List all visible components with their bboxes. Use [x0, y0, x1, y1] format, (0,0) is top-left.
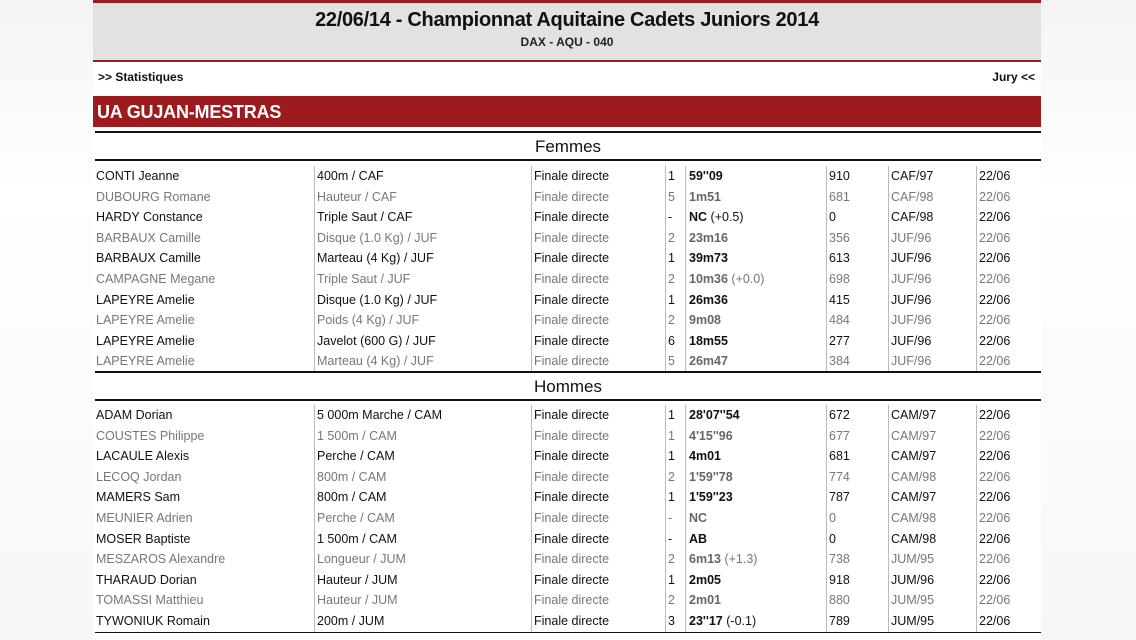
jury-link[interactable]: Jury <<	[992, 70, 1035, 84]
rank-value: 2	[665, 269, 675, 290]
date-value: 22/06	[976, 228, 1010, 249]
wind-value: (+1.3)	[724, 552, 758, 567]
performance-value	[685, 508, 707, 529]
points-value: 789	[826, 611, 850, 632]
category-value: JUF/96	[888, 248, 931, 269]
category-value: CAM/98	[888, 467, 936, 488]
rank-value: 2	[665, 228, 675, 249]
performance-mark: 4'15''96	[689, 428, 733, 443]
category-value: JUM/95	[888, 590, 934, 611]
date-value: 22/06	[976, 269, 1010, 290]
points-value: 484	[826, 310, 850, 331]
date-value: 22/06	[976, 426, 1010, 447]
points-value: 356	[826, 228, 850, 249]
athlete-name: TOMASSI Matthieu	[96, 593, 204, 608]
round-name: Finale directe	[531, 570, 609, 591]
performance-value	[685, 187, 721, 208]
round-name: Finale directe	[531, 467, 609, 488]
category-value: JUF/96	[888, 269, 931, 290]
table-row[interactable]	[93, 590, 1041, 611]
performance-mark: 59''09	[689, 169, 723, 183]
performance-mark: 23m16	[689, 230, 728, 245]
date-value: 22/06	[976, 487, 1010, 508]
performance-mark: 1m51	[689, 189, 721, 204]
athlete-name: LAPEYRE Amelie	[96, 292, 195, 307]
performance-value	[685, 405, 740, 426]
table-row[interactable]	[93, 446, 1041, 467]
date-value: 22/06	[976, 331, 1010, 352]
event-name: Marteau (4 Kg) / JUF	[314, 248, 434, 269]
event-name: 800m / CAM	[314, 487, 386, 508]
date-value: 22/06	[976, 508, 1010, 529]
points-value: 384	[826, 351, 850, 372]
date-value: 22/06	[976, 166, 1010, 187]
athlete-name: LECOQ Jordan	[96, 469, 182, 484]
event-name: Triple Saut / JUF	[314, 269, 410, 290]
points-value: 681	[826, 187, 850, 208]
rank-value: 1	[665, 405, 675, 426]
performance-mark: 9m08	[689, 313, 721, 328]
performance-value	[685, 310, 721, 331]
performance-value	[685, 611, 756, 632]
date-value: 22/06	[976, 248, 1010, 269]
table-row[interactable]	[93, 549, 1041, 570]
performance-value	[685, 269, 764, 290]
rank-value: 3	[665, 611, 675, 632]
performance-value	[685, 290, 728, 311]
round-name: Finale directe	[531, 446, 609, 467]
table-row[interactable]	[93, 351, 1041, 372]
rank-value: 1	[665, 248, 675, 269]
points-value: 0	[826, 508, 836, 529]
category-value: JUF/96	[888, 228, 931, 249]
table-row[interactable]	[93, 290, 1041, 311]
athlete-name: LACAULE Alexis	[96, 449, 190, 464]
round-name: Finale directe	[531, 228, 609, 249]
round-name: Finale directe	[531, 207, 609, 228]
round-name: Finale directe	[531, 590, 609, 611]
date-value: 22/06	[976, 207, 1010, 228]
category-value: CAM/97	[888, 426, 936, 447]
round-name: Finale directe	[531, 426, 609, 447]
statistiques-link[interactable]: >> Statistiques	[98, 70, 184, 84]
wind-value: (+0.5)	[710, 210, 744, 225]
table-row[interactable]	[93, 187, 1041, 208]
performance-value	[685, 529, 707, 550]
athlete-name: LAPEYRE Amelie	[96, 333, 195, 348]
performance-value	[685, 331, 728, 352]
category-value: CAM/98	[888, 508, 936, 529]
rank-value: 2	[665, 467, 675, 488]
round-name: Finale directe	[531, 611, 609, 632]
section-title-femmes: Femmes	[95, 131, 1041, 161]
performance-mark: 2m05	[689, 572, 721, 587]
athlete-name: MOSER Baptiste	[96, 531, 191, 546]
rank-value: -	[665, 508, 672, 529]
rank-value: 1	[665, 290, 675, 311]
points-value: 613	[826, 248, 850, 269]
performance-mark: 6m13	[689, 552, 721, 567]
round-name: Finale directe	[531, 405, 609, 426]
table-row[interactable]	[93, 228, 1041, 249]
event-name: Marteau (4 Kg) / JUF	[314, 351, 434, 372]
table-row[interactable]	[93, 487, 1041, 508]
date-value: 22/06	[976, 570, 1010, 591]
category-value: JUM/96	[888, 570, 934, 591]
table-row[interactable]	[93, 426, 1041, 447]
performance-value	[685, 487, 733, 508]
performance-value	[685, 207, 744, 228]
date-value: 22/06	[976, 467, 1010, 488]
points-value: 277	[826, 331, 850, 352]
performance-value	[685, 467, 733, 488]
round-name: Finale directe	[531, 331, 609, 352]
event-name: Perche / CAM	[314, 446, 395, 467]
athlete-name: MEUNIER Adrien	[96, 510, 193, 525]
round-name: Finale directe	[531, 549, 609, 570]
event-name: Perche / CAM	[314, 508, 395, 529]
athlete-name: MESZAROS Alexandre	[96, 552, 226, 567]
round-name: Finale directe	[531, 269, 609, 290]
category-value: JUM/95	[888, 611, 934, 632]
page-title: 22/06/14 - Championnat Aquitaine Cadets Juniors 2014	[315, 9, 819, 31]
rank-value: 2	[665, 549, 675, 570]
event-name: 1 500m / CAM	[314, 529, 397, 550]
table-row[interactable]	[93, 248, 1041, 269]
performance-mark: 26m47	[689, 354, 728, 369]
date-value: 22/06	[976, 351, 1010, 372]
athlete-name: THARAUD Dorian	[96, 572, 197, 587]
round-name: Finale directe	[531, 508, 609, 529]
athlete-name: ADAM Dorian	[96, 408, 173, 422]
rank-value: 1	[665, 487, 675, 508]
event-name: Hauteur / JUM	[314, 590, 398, 611]
event-name: 400m / CAF	[314, 166, 384, 187]
category-value: JUF/96	[888, 290, 931, 311]
performance-mark: 18m55	[689, 333, 728, 348]
page-header	[93, 0, 1041, 60]
section-title-hommes: Hommes	[95, 371, 1041, 401]
category-value: JUF/96	[888, 351, 931, 372]
date-value: 22/06	[976, 187, 1010, 208]
bottom-divider	[95, 632, 1041, 633]
event-name: Poids (4 Kg) / JUF	[314, 310, 419, 331]
athlete-name: CONTI Jeanne	[96, 169, 180, 183]
rank-value: -	[665, 207, 672, 228]
performance-value	[685, 446, 721, 467]
category-value: CAF/97	[888, 166, 933, 187]
event-name: 800m / CAM	[314, 467, 386, 488]
category-value: CAM/97	[888, 405, 936, 426]
points-value: 0	[826, 207, 836, 228]
performance-value	[685, 549, 757, 570]
round-name: Finale directe	[531, 290, 609, 311]
rank-value: 6	[665, 331, 675, 352]
results-list-hommes	[93, 405, 1041, 632]
table-row[interactable]	[93, 269, 1041, 290]
round-name: Finale directe	[531, 529, 609, 550]
athlete-name: BARBAUX Camille	[96, 230, 201, 245]
date-value: 22/06	[976, 405, 1010, 426]
table-row[interactable]	[93, 166, 1041, 187]
points-value: 0	[826, 529, 836, 550]
table-row[interactable]	[93, 405, 1041, 426]
table-row[interactable]	[93, 310, 1041, 331]
performance-mark: 1'59''23	[689, 490, 733, 505]
athlete-name: BARBAUX Camille	[96, 251, 201, 266]
event-name: 5 000m Marche / CAM	[314, 405, 442, 426]
rank-value: 5	[665, 187, 675, 208]
points-value: 738	[826, 549, 850, 570]
athlete-name: TYWONIUK Romain	[96, 613, 210, 628]
event-name: Triple Saut / CAF	[314, 207, 412, 228]
category-value: CAM/97	[888, 487, 936, 508]
rank-value: 1	[665, 446, 675, 467]
event-name: 1 500m / CAM	[314, 426, 397, 447]
results-page	[93, 0, 1041, 640]
performance-mark: 23''17	[689, 613, 723, 628]
performance-mark: 1'59''78	[689, 469, 733, 484]
performance-mark: 26m36	[689, 292, 728, 307]
points-value: 918	[826, 570, 850, 591]
rank-value: -	[665, 529, 672, 550]
results-list-femmes	[93, 166, 1041, 372]
page-subtitle: DAX - AQU - 040	[520, 35, 614, 49]
event-name: 200m / JUM	[314, 611, 384, 632]
date-value: 22/06	[976, 310, 1010, 331]
round-name: Finale directe	[531, 351, 609, 372]
performance-mark: 2m01	[689, 593, 721, 608]
rank-value: 5	[665, 351, 675, 372]
performance-mark: NC	[689, 210, 708, 225]
rank-value: 1	[665, 426, 675, 447]
category-value: CAM/97	[888, 446, 936, 467]
table-row[interactable]	[93, 508, 1041, 529]
athlete-name: HARDY Constance	[96, 210, 203, 225]
round-name: Finale directe	[531, 187, 609, 208]
points-value: 787	[826, 487, 850, 508]
rank-value: 1	[665, 166, 675, 187]
date-value: 22/06	[976, 529, 1010, 550]
rank-value: 1	[665, 570, 675, 591]
points-value: 880	[826, 590, 850, 611]
wind-value: (+0.0)	[731, 271, 765, 286]
round-name: Finale directe	[531, 248, 609, 269]
athlete-name: COUSTES Philippe	[96, 428, 205, 443]
points-value: 677	[826, 426, 850, 447]
event-name: Disque (1.0 Kg) / JUF	[314, 290, 437, 311]
event-name: Disque (1.0 Kg) / JUF	[314, 228, 437, 249]
performance-value	[685, 426, 733, 447]
points-value: 681	[826, 446, 850, 467]
table-row[interactable]	[93, 331, 1041, 352]
performance-mark: 10m36	[689, 271, 728, 286]
points-value: 774	[826, 467, 850, 488]
category-value: JUF/96	[888, 310, 931, 331]
points-value: 910	[826, 166, 850, 187]
athlete-name: CAMPAGNE Megane	[96, 271, 216, 286]
date-value: 22/06	[976, 611, 1010, 632]
performance-value	[685, 166, 723, 187]
athlete-name: LAPEYRE Amelie	[96, 313, 195, 328]
event-name: Hauteur / CAF	[314, 187, 397, 208]
table-row[interactable]	[93, 207, 1041, 228]
category-value: JUF/96	[888, 331, 931, 352]
round-name: Finale directe	[531, 166, 609, 187]
athlete-name: DUBOURG Romane	[96, 189, 211, 204]
performance-mark: 4m01	[689, 449, 721, 464]
header-divider	[93, 60, 1041, 62]
event-name: Hauteur / JUM	[314, 570, 398, 591]
round-name: Finale directe	[531, 487, 609, 508]
performance-value	[685, 228, 728, 249]
athlete-name: LAPEYRE Amelie	[96, 354, 195, 369]
event-name: Longueur / JUM	[314, 549, 406, 570]
table-row[interactable]	[93, 467, 1041, 488]
date-value: 22/06	[976, 590, 1010, 611]
performance-mark: 39m73	[689, 251, 728, 266]
performance-mark: NC	[689, 510, 708, 525]
performance-value	[685, 248, 728, 269]
category-value: JUM/95	[888, 549, 934, 570]
performance-mark: 28'07''54	[689, 408, 740, 422]
rank-value: 2	[665, 310, 675, 331]
performance-value	[685, 351, 728, 372]
performance-value	[685, 570, 721, 591]
points-value: 698	[826, 269, 850, 290]
table-row[interactable]	[93, 611, 1041, 632]
points-value: 672	[826, 405, 850, 426]
table-row[interactable]	[93, 570, 1041, 591]
event-name: Javelot (600 G) / JUF	[314, 331, 436, 352]
date-value: 22/06	[976, 446, 1010, 467]
date-value: 22/06	[976, 290, 1010, 311]
rank-value: 2	[665, 590, 675, 611]
athlete-name: MAMERS Sam	[96, 490, 181, 505]
table-row[interactable]	[93, 529, 1041, 550]
points-value: 415	[826, 290, 850, 311]
category-value: CAM/98	[888, 529, 936, 550]
club-title: UA GUJAN-MESTRAS	[93, 96, 1041, 127]
category-value: CAF/98	[888, 187, 933, 208]
date-value: 22/06	[976, 549, 1010, 570]
performance-value	[685, 590, 721, 611]
category-value: CAF/98	[888, 207, 933, 228]
performance-mark: AB	[689, 531, 708, 546]
round-name: Finale directe	[531, 310, 609, 331]
wind-value: (-0.1)	[726, 613, 757, 628]
